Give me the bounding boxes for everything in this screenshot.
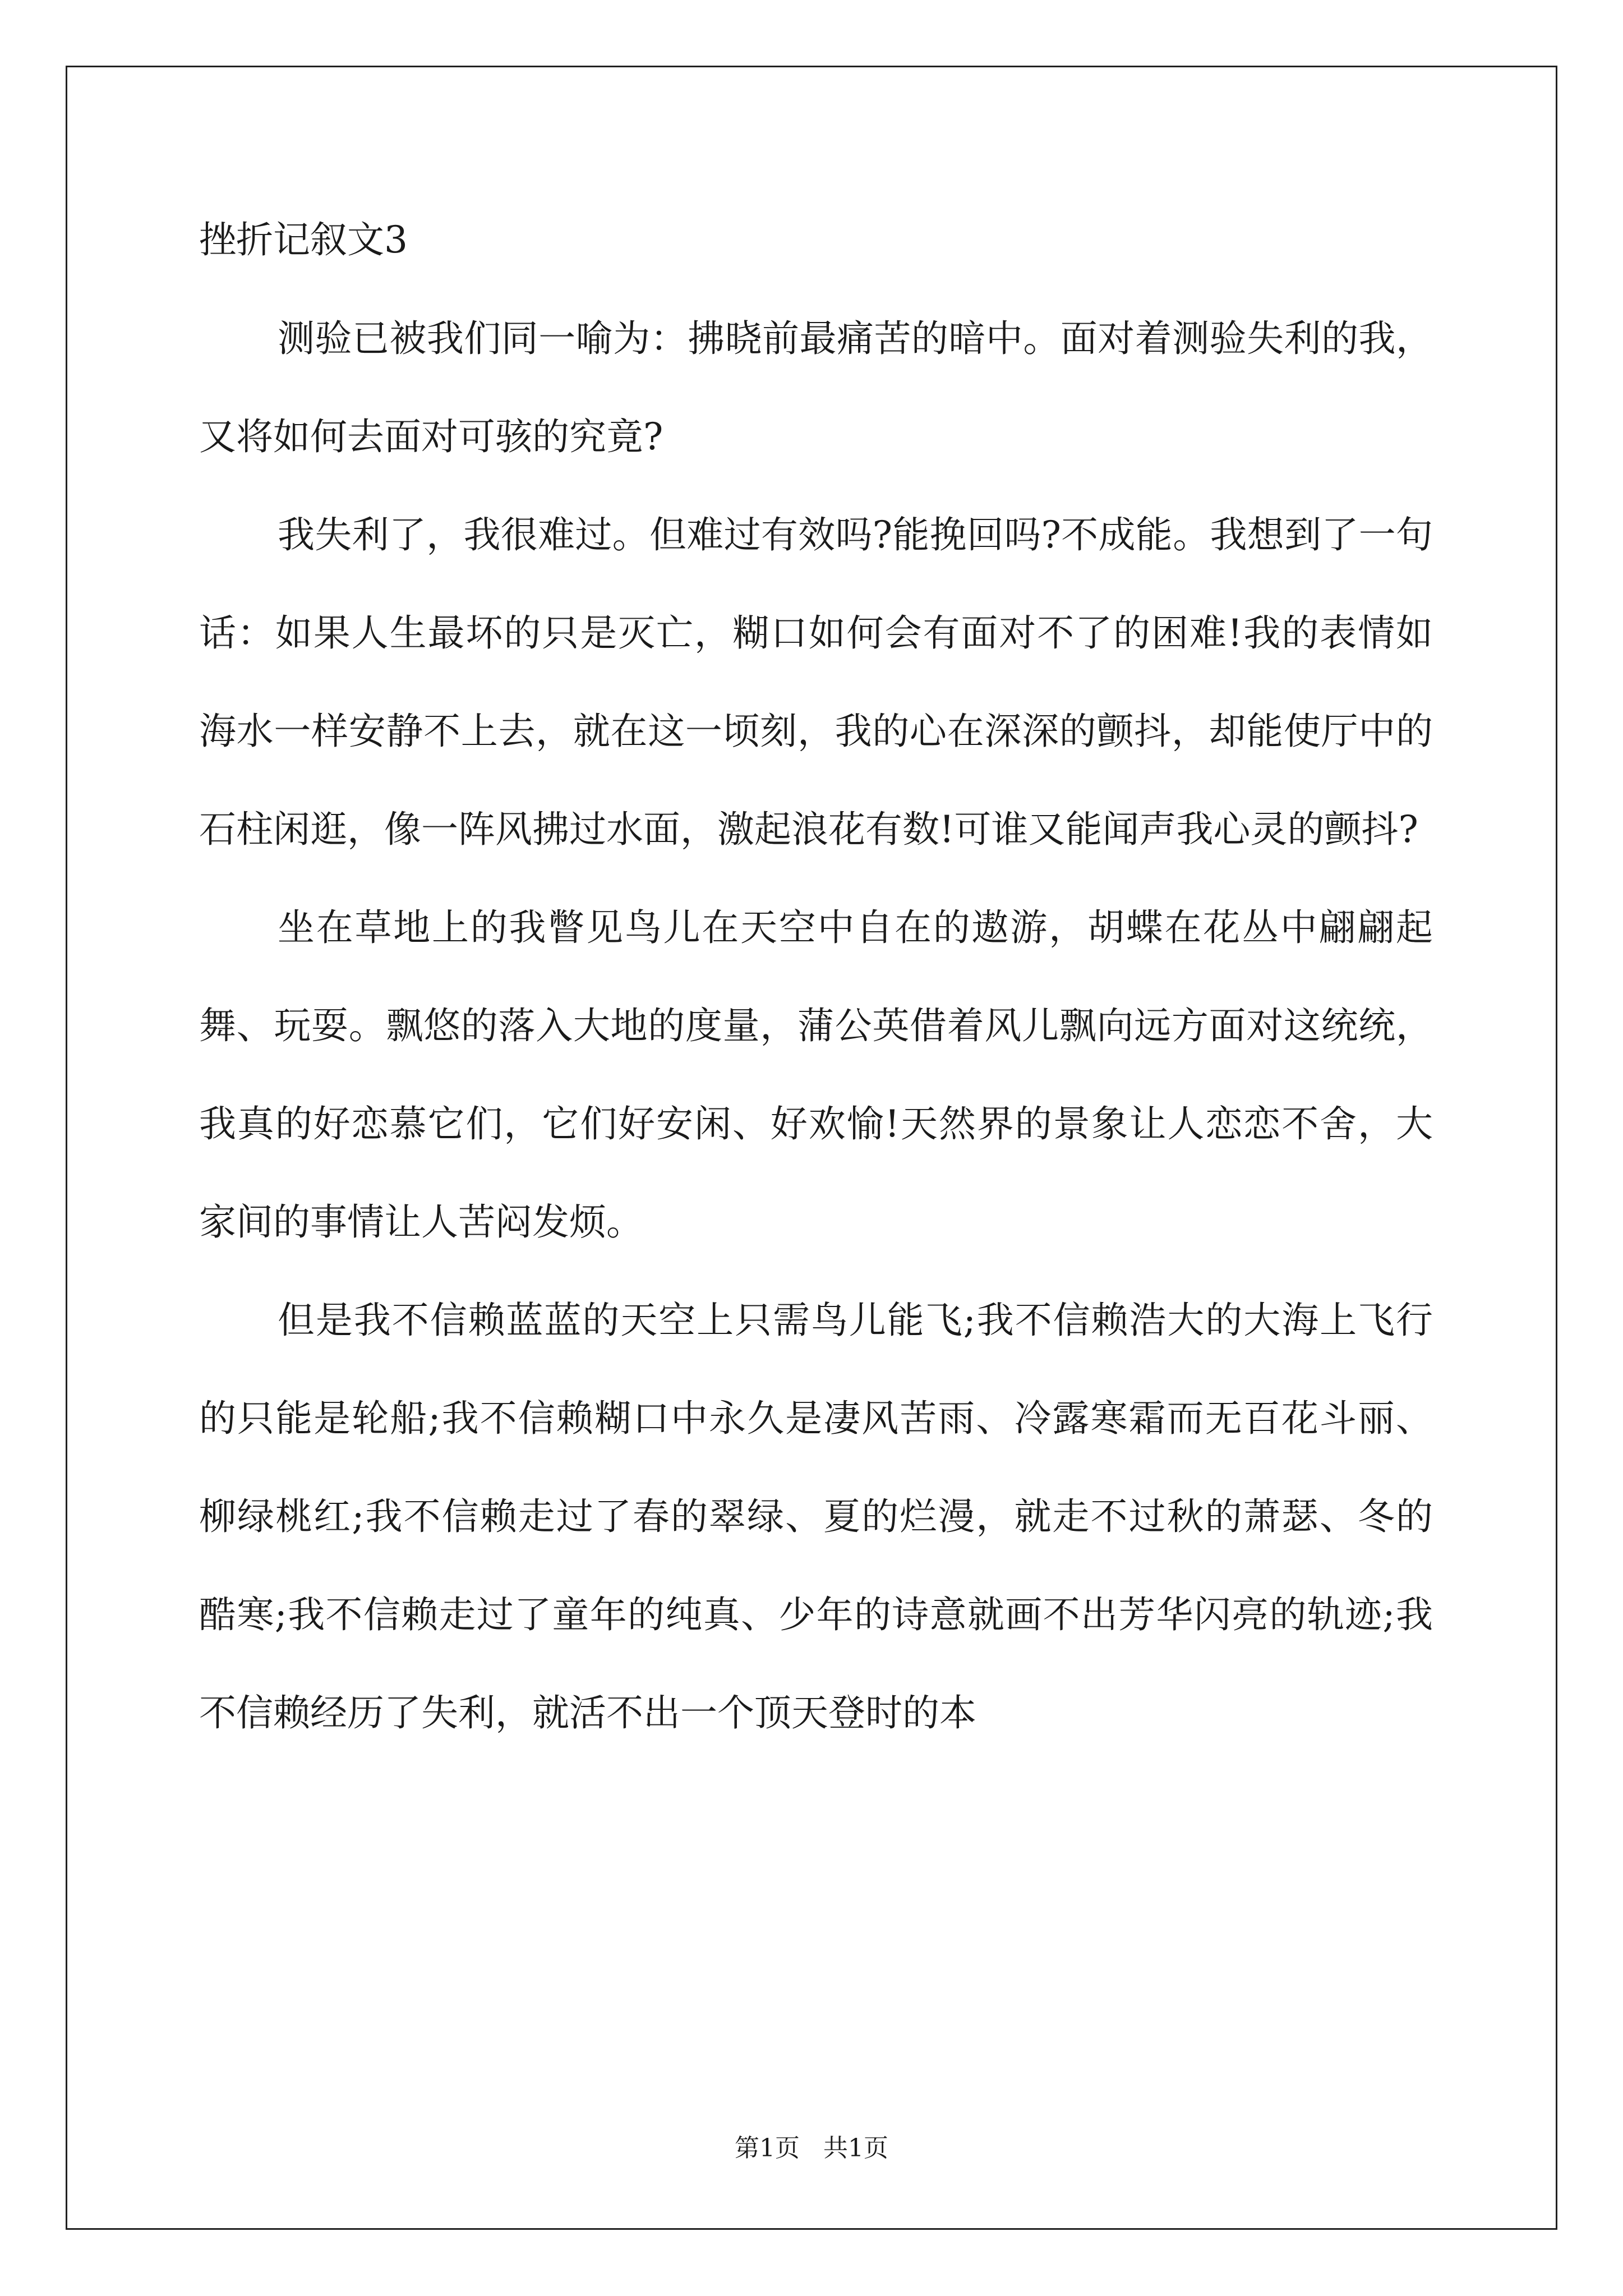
- page-footer: 第1页 共1页: [735, 2134, 888, 2162]
- paragraph-1: 测验已被我们同一喻为：拂晓前最痛苦的暗中。面对着测验失利的我，又将如何去面对可骇的究竟?: [199, 317, 1433, 458]
- paragraph-3: 坐在草地上的我瞥见鸟儿在天空中自在的遨游，胡蝶在花丛中翩翩起舞、玩耍。飘悠的落入大地的度量，蒲公英借着风儿飘向远方面对这统统，我真的好恋慕它们，它们好安闲、好欢愉!天然界的景象让人恋恋不舍，大家间的事情让人苦闷发烦。: [199, 906, 1433, 1244]
- paragraph-2: 我失利了，我很难过。但难过有效吗?能挽回吗?不成能。我想到了一句话：如果人生最坏的只是灭亡，糊口如何会有面对不了的困难!我的表情如海水一样安静不上去，就在这一顷刻，我的心在深深的颤抖，却能使厅中的石柱闲逛，像一阵风拂过水面，激起浪花有数!可谁又能闻声我心灵的颤抖?: [199, 513, 1433, 851]
- document-title: 挫折记叙文3: [199, 218, 408, 261]
- document-body: [199, 191, 1433, 1762]
- paragraph-4: 但是我不信赖蓝蓝的天空上只需鸟儿能飞;我不信赖浩大的大海上飞行的只能是轮船;我不信赖糊口中永久是凄风苦雨、冷露寒霜而无百花斗丽、柳绿桃红;我不信赖走过了春的翠绿、夏的烂漫，就走不过秋的萧瑟、冬的酷寒;我不信赖走过了童年的纯真、少年的诗意就画不出芳华闪亮的轨迹;我不信赖经历了失利，就活不出一个顶天登时的本: [199, 1299, 1433, 1734]
